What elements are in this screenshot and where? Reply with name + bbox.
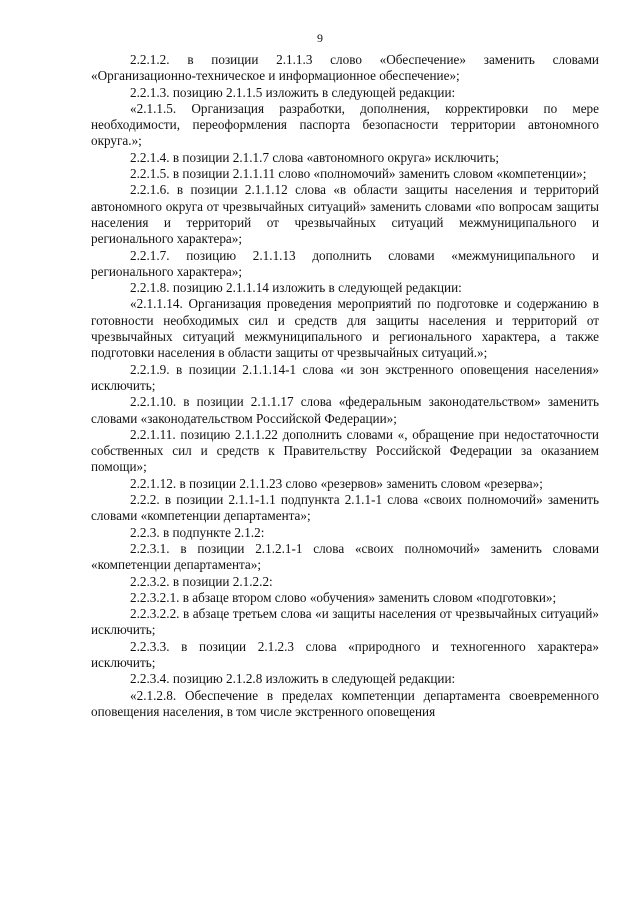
paragraph: 2.2.3.2.1. в абзаце втором слово «обучения» заменить словом «подготовки»; bbox=[130, 589, 557, 605]
paragraph: «2.1.2.8. Обеспечение в пределах компетенции департамента своевременного оповещения населения, в том числе экстренного оповещения bbox=[91, 687, 599, 719]
paragraph: 2.2.1.3. позицию 2.1.1.5 изложить в следующей редакции: bbox=[130, 84, 456, 100]
paragraph: 2.2.2. в позиции 2.1.1-1.1 подпункта 2.1.1-1 слова «своих полномочий» заменить словами «компетенции департамента»; bbox=[91, 492, 599, 524]
page-number: 9 bbox=[317, 31, 323, 45]
paragraph: 2.2.1.12. в позиции 2.1.1.23 слово «резервов» заменить словом «резерва»; bbox=[130, 475, 543, 491]
paragraph: 2.2.3.2. в позиции 2.1.2.2: bbox=[130, 573, 273, 589]
paragraph: 2.2.3. в подпункте 2.1.2: bbox=[130, 524, 265, 540]
paragraph: 2.2.3.2.2. в абзаце третьем слова «и защиты населения от чрезвычайных ситуаций» исключить; bbox=[91, 606, 599, 638]
paragraph: 2.2.1.6. в позиции 2.1.1.12 слова «в области защиты населения и территорий автономного округа от чрезвычайных ситуаций» заменить словами «по вопросам защиты населения и территорий от чрезвычайных ситуаций межмуниципального и регионального характера»; bbox=[91, 182, 599, 247]
paragraph: 2.2.1.10. в позиции 2.1.1.17 слова «федеральным законодательством» заменить словами «законодательством Российской Федерации»; bbox=[91, 394, 599, 426]
paragraph: «2.1.1.5. Организация разработки, дополнения, корректировки по мере необходимости, переоформления паспорта безопасности территории автономного округа.»; bbox=[91, 100, 599, 149]
paragraph: «2.1.1.14. Организация проведения мероприятий по подготовке и содержанию в готовности необходимых сил и средств для защиты населения и территорий от чрезвычайных ситуаций межмуниципального и регионального характера, а также подготовки населения в области защиты от чрезвычайных ситуаций.»; bbox=[91, 296, 599, 361]
paragraph: 2.2.3.4. позицию 2.1.2.8 изложить в следующей редакции: bbox=[130, 671, 456, 687]
paragraph: 2.2.1.7. позицию 2.1.1.13 дополнить словами «межмуниципального и регионального характера»; bbox=[91, 247, 599, 279]
document-body bbox=[91, 52, 599, 720]
paragraph: 2.2.1.11. позицию 2.1.1.22 дополнить словами «, обращение при недостаточности собственных сил и средств к Правительству Российской Федерации за оказанием помощи»; bbox=[91, 426, 599, 475]
paragraph: 2.2.1.8. позицию 2.1.1.14 изложить в следующей редакции: bbox=[130, 280, 462, 296]
paragraph: 2.2.1.2. в позиции 2.1.1.3 слово «Обеспечение» заменить словами «Организационно-техническое и информационное обеспечение»; bbox=[91, 52, 599, 84]
paragraph: 2.2.1.5. в позиции 2.1.1.11 слово «полномочий» заменить словом «компетенции»; bbox=[130, 166, 587, 182]
paragraph: 2.2.3.1. в позиции 2.1.2.1-1 слова «своих полномочий» заменить словами «компетенции департамента»; bbox=[91, 540, 599, 573]
paragraph: 2.2.3.3. в позиции 2.1.2.3 слова «природного и техногенного характера» исключить; bbox=[91, 638, 599, 670]
paragraph: 2.2.1.4. в позиции 2.1.1.7 слова «автономного округа» исключить; bbox=[130, 149, 500, 165]
paragraph: 2.2.1.9. в позиции 2.1.1.14-1 слова «и зон экстренного оповещения населения» исключить; bbox=[91, 361, 599, 393]
